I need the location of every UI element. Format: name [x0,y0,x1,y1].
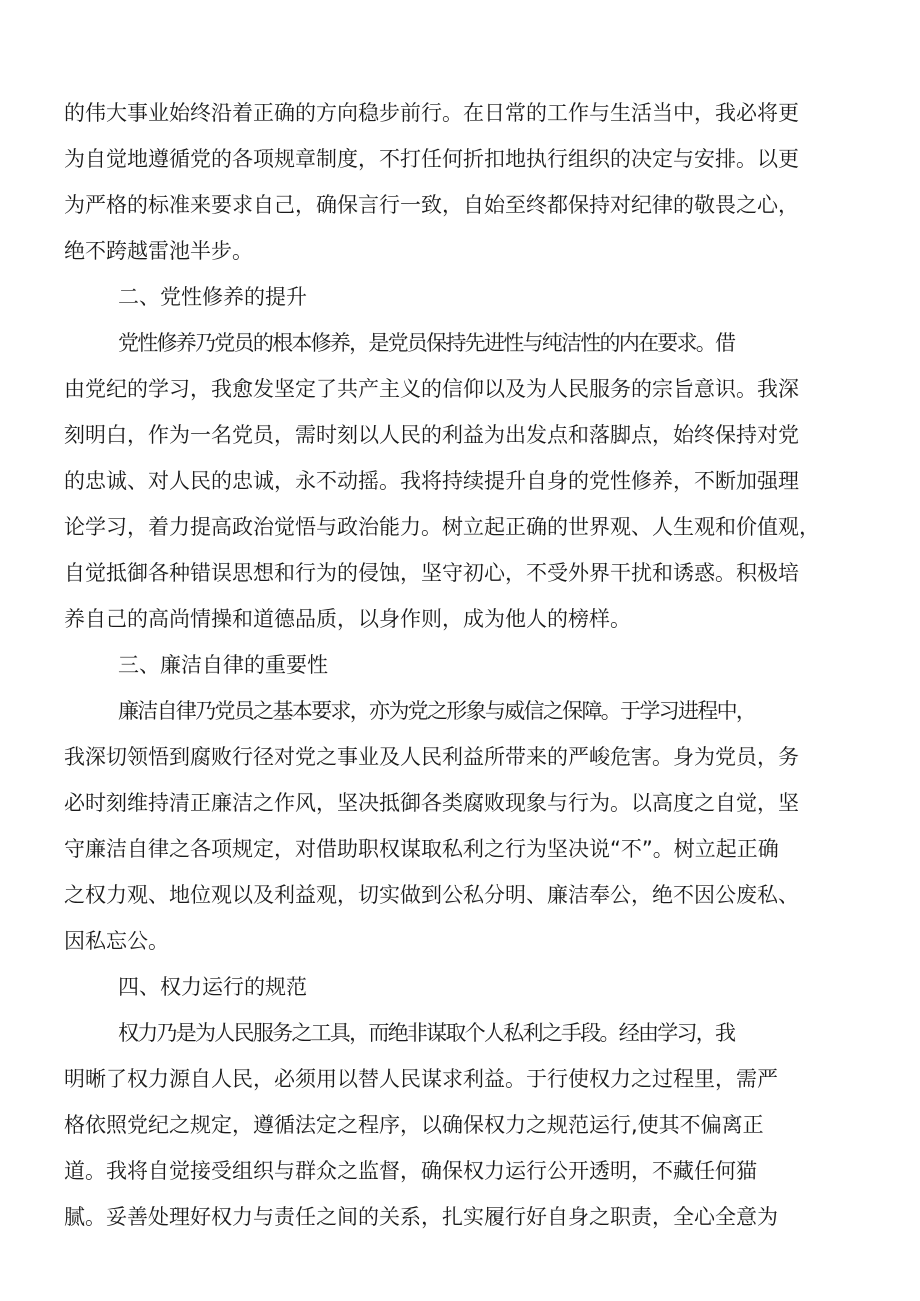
paragraph-line: 绝不跨越雷池半步。 [64,239,253,263]
section-heading: 三、廉洁自律的重要性 [118,653,328,677]
paragraph-line: 明晰了权力源自人民，必须用以替人民谋求利益。于行使权力之过程里，需严 [64,1067,778,1091]
paragraph-line: 养自己的高尚情操和道德品质，以身作则，成为他人的榜样。 [64,607,631,631]
paragraph-line: 权力乃是为人民服务之工具，而绝非谋取个人私利之手段。经由学习，我 [118,1021,735,1045]
paragraph-line: 由党纪的学习，我愈发坚定了共产主义的信仰以及为人民服务的宗旨意识。我深 [64,377,799,401]
paragraph-line: 自觉抵御各种错误思想和行为的侵蚀，坚守初心，不受外界干扰和诱惑。积极培 [64,561,799,585]
paragraph-line: 的伟大事业始终沿着正确的方向稳步前行。在日常的工作与生活当中，我必将更 [64,101,799,125]
paragraph-line: 之权力观、地位观以及利益观，切实做到公私分明、廉洁奉公，绝不因公废私、 [64,883,799,907]
paragraph-line: 为严格的标准来要求自己，确保言行一致，自始至终都保持对纪律的敬畏之心， [64,193,799,217]
paragraph-line: 的忠诚、对人民的忠诚，永不动摇。我将持续提升自身的党性修养，不断加强理 [64,469,799,493]
paragraph-line: 必时刻维持清正廉洁之作风，坚决抵御各类腐败现象与行为。以高度之自觉，坚 [64,791,799,815]
paragraph-line: 刻明白，作为一名党员，需时刻以人民的利益为出发点和落脚点，始终保持对党 [64,423,799,447]
paragraph-line: 党性修养乃党员的根本修养，是党员保持先进性与纯洁性的内在要求。借 [118,331,735,355]
paragraph-line: 格依照党纪之规定，遵循法定之程序，以确保权力之规范运行,使其不偏离正 [64,1113,764,1137]
paragraph-line: 道。我将自觉接受组织与群众之监督，确保权力运行公开透明，不藏任何猫 [64,1159,757,1183]
paragraph-line: 因私忘公。 [64,929,169,953]
paragraph-line: 守廉洁自律之各项规定，对借助职权谋取私利之行为坚决说“不”。树立起正确 [64,837,779,861]
paragraph-line: 腻。妥善处理好权力与责任之间的关系，扎实履行好自身之职责，全心全意为 [64,1205,778,1229]
paragraph-line: 我深切领悟到腐败行径对党之事业及人民利益所带来的严峻危害。身为党员，务 [64,745,799,769]
paragraph-line: 为自觉地遵循党的各项规章制度，不打任何折扣地执行组织的决定与安排。以更 [64,147,799,171]
paragraph-line: 论学习，着力提高政治觉悟与政治能力。树立起正确的世界观、人生观和价值观， [64,515,820,539]
section-heading: 四、权力运行的规范 [118,975,307,999]
section-heading: 二、党性修养的提升 [118,285,307,309]
paragraph-line: 廉洁自律乃党员之基本要求，亦为党之形象与威信之保障。于学习进程中， [118,699,756,723]
